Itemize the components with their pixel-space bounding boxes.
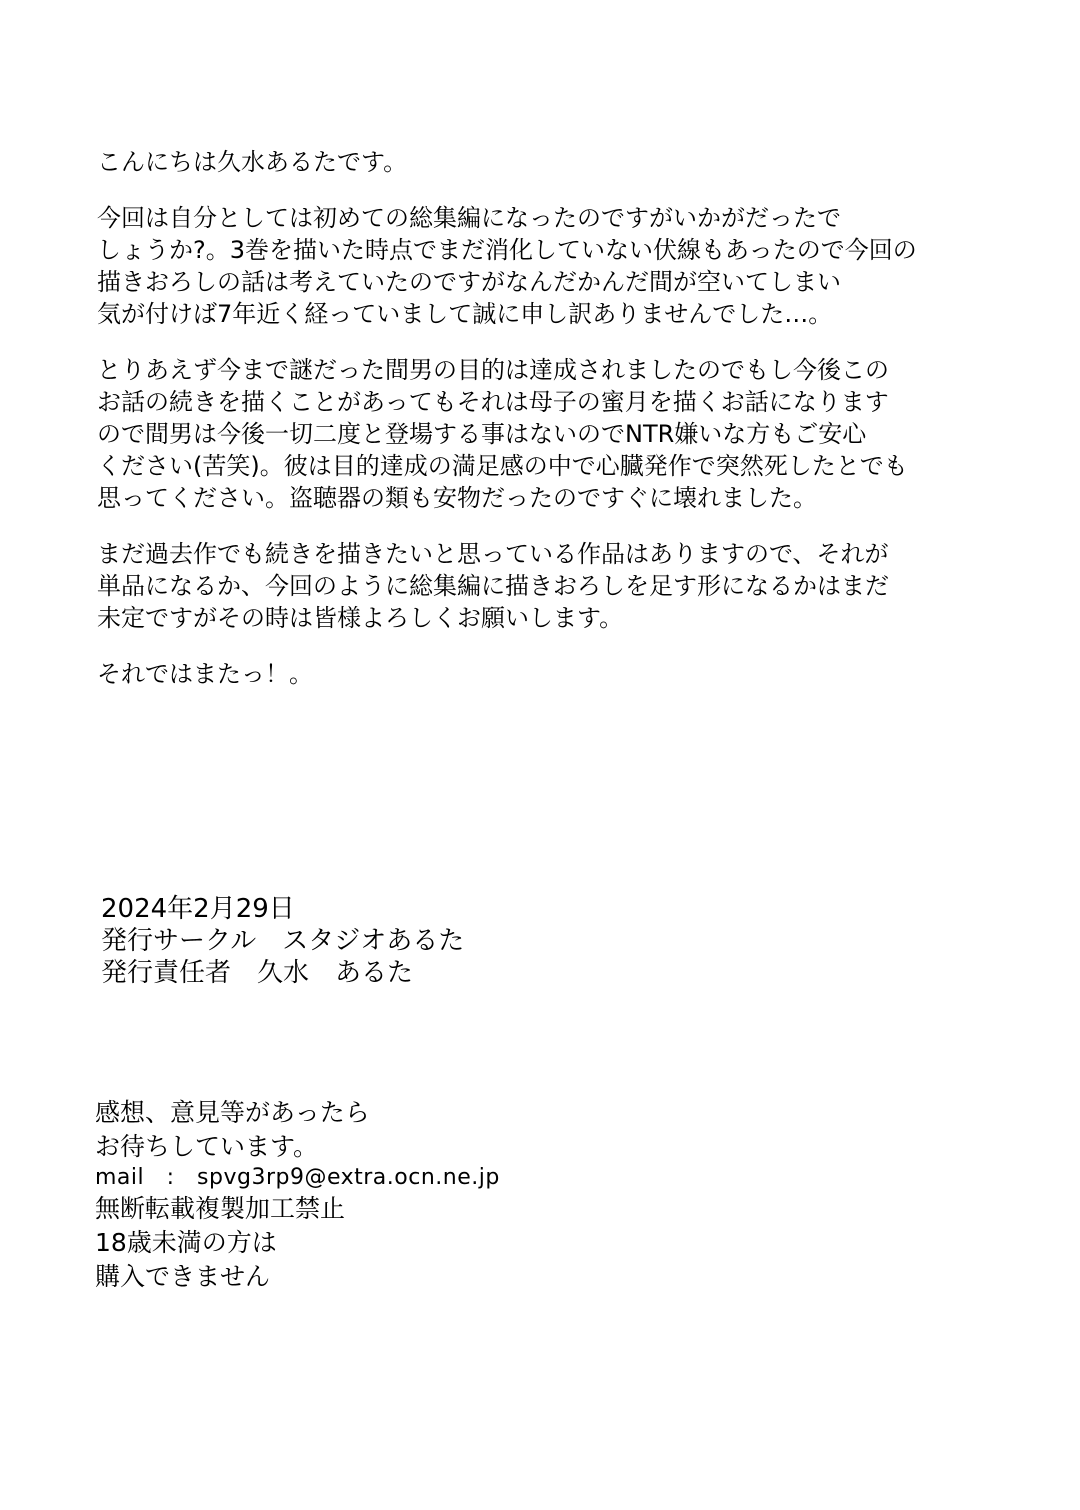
feedback-request-line-1: 感想、意見等があったら (95, 1098, 370, 1127)
copyright-notice: 無断転載複製加工禁止 (95, 1194, 346, 1223)
paragraph-line: ください(苦笑)。彼は目的達成の満足感の中で心臓発作で突然死したとでも (97, 452, 908, 480)
paragraph-2 (97, 354, 997, 514)
publication-date: 2024年2月29日 (101, 894, 295, 924)
paragraph-line: 単品になるか、今回のように総集編に描きおろしを足す形になるかはまだ (97, 572, 889, 600)
paragraph-line: とりあえず今まで謎だった間男の目的は達成されましたのでもし今後この (97, 356, 889, 384)
paragraph-1 (97, 202, 997, 330)
paragraph-3 (97, 538, 997, 634)
feedback-request-line-2: お待ちしています。 (95, 1132, 319, 1161)
paragraph-line: お話の続きを描くことがあってもそれは母子の蜜月を描くお話になります (97, 388, 889, 416)
paragraph-line: 未定ですがその時は皆様よろしくお願いします。 (97, 604, 624, 632)
paragraph-line: しょうか?。3巻を描いた時点でまだ消化していない伏線もあったので今回の (97, 236, 917, 264)
age-restriction-line-2: 購入できません (95, 1262, 271, 1291)
afterword-body (97, 146, 997, 690)
greeting: こんにちは久水あるたです。 (97, 148, 408, 176)
age-restriction-line-1: 18歳未満の方は (95, 1228, 277, 1257)
closing-line: それではまたっ！。 (97, 660, 313, 688)
contact-email: mail : spvg3rp9@extra.ocn.ne.jp (95, 1165, 500, 1190)
paragraph-line: 描きおろしの話は考えていたのですがなんだかんだ間が空いてしまい (97, 268, 841, 296)
paragraph-line: 気が付けば7年近く経っていまして誠に申し訳ありませんでした…。 (97, 300, 833, 328)
paragraph-line: 思ってください。盗聴器の類も安物だったのですぐに壊れました。 (97, 484, 817, 512)
paragraph-line: まだ過去作でも続きを描きたいと思っている作品はありますので、それが (97, 540, 889, 568)
paragraph-line: 今回は自分としては初めての総集編になったのですがいかがだったで (97, 204, 841, 232)
colophon (101, 893, 464, 989)
publisher: 発行責任者 久水 あるた (101, 958, 414, 988)
contact-block (95, 1096, 500, 1294)
publishing-circle: 発行サークル スタジオあるた (101, 926, 465, 956)
paragraph-line: ので間男は今後一切二度と登場する事はないのでNTR嫌いな方もご安心 (97, 420, 867, 448)
